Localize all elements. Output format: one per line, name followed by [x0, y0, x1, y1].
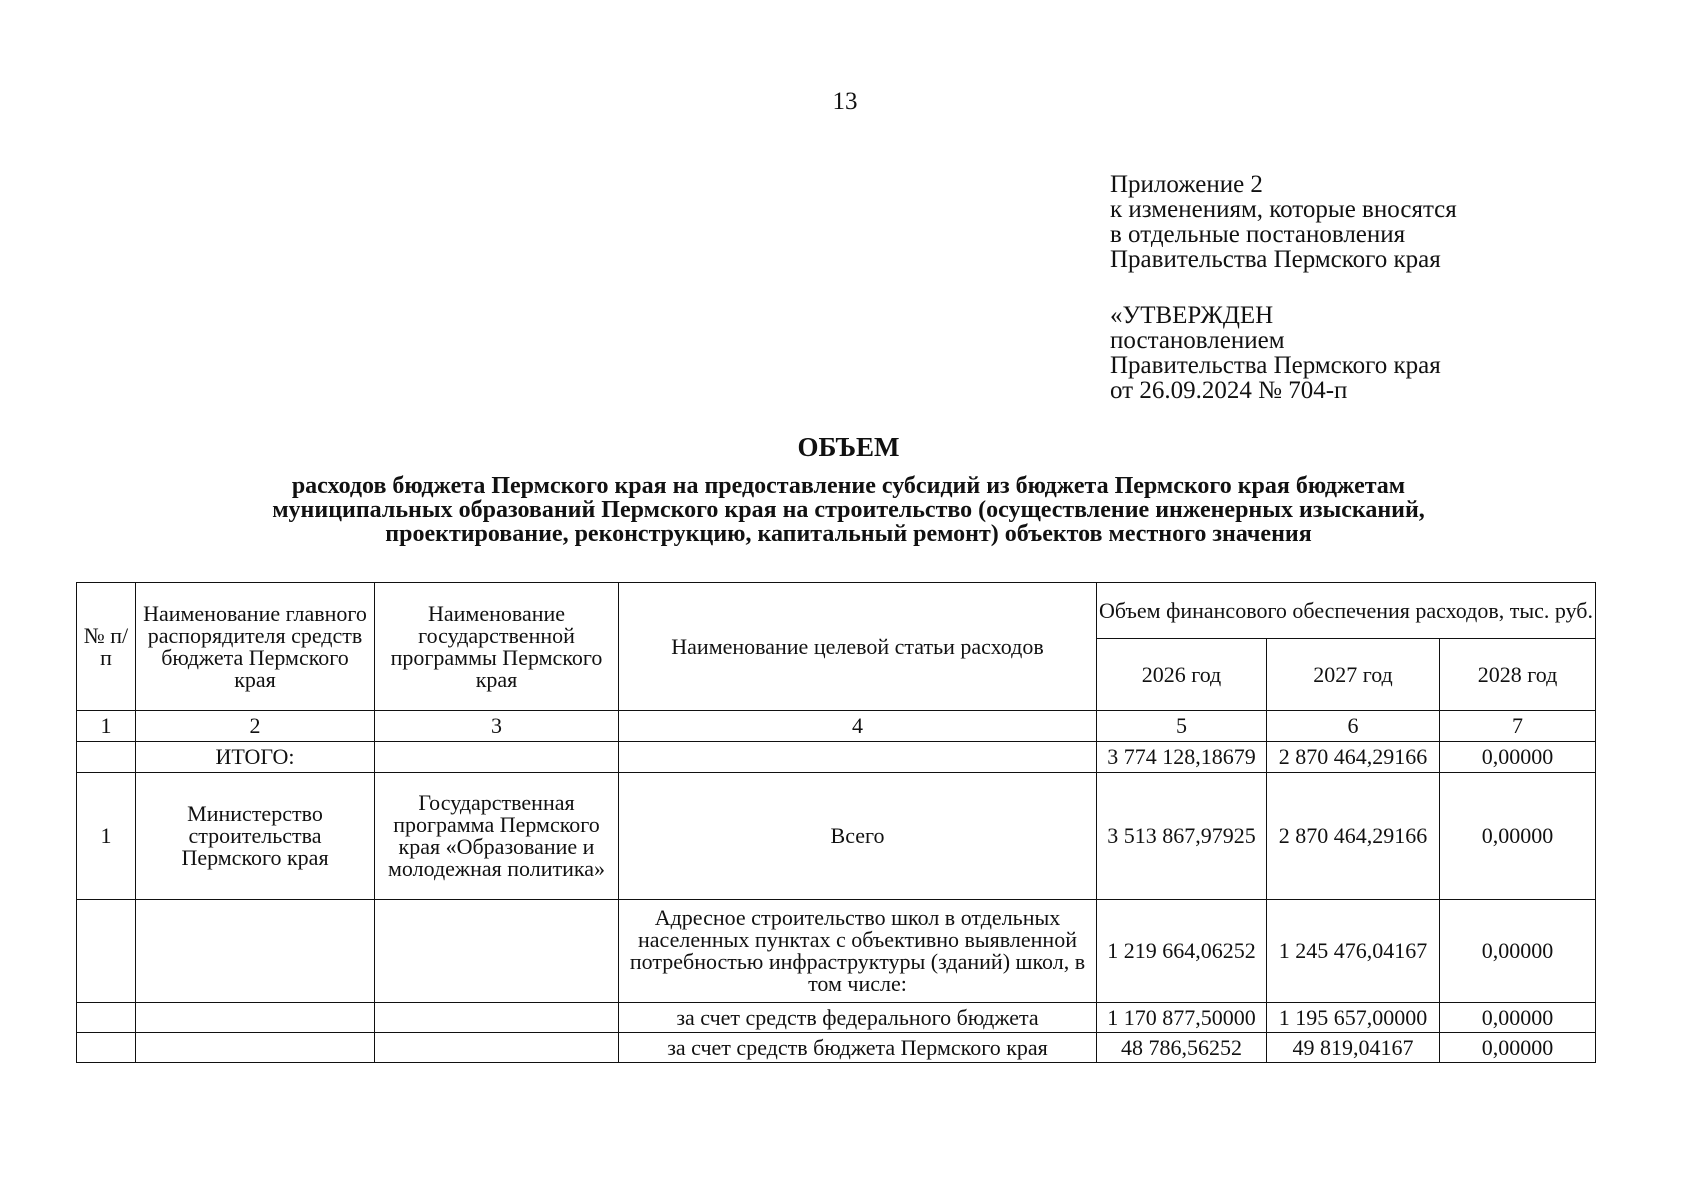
row-2026: 1 170 877,50000 [1097, 1003, 1267, 1033]
row-2028: 0,00000 [1440, 773, 1596, 900]
approval-line: «УТВЕРЖДЕН [1110, 302, 1274, 329]
row-program [375, 1003, 619, 1033]
row-target-item: за счет средств федерального бюджета [619, 1003, 1097, 1033]
subtitle-line: расходов бюджета Пермского края на предоставление субсидий из бюджета Пермского края бюджетам [291, 473, 1406, 499]
header-funding: Объем финансового обеспечения расходов, тыс. руб. [1097, 583, 1596, 639]
row-program: Государственная программа Пермского края «Образование и молодежная политика» [375, 773, 619, 900]
approval-line: Правительства Пермского края [1110, 352, 1441, 379]
approval-line: постановлением [1110, 327, 1285, 354]
row-2027: 1 195 657,00000 [1267, 1003, 1440, 1033]
total-row [77, 742, 1596, 773]
row-2028: 0,00000 [1440, 1003, 1596, 1033]
page-number: 13 [832, 88, 858, 115]
row-2028: 0,00000 [1440, 1033, 1596, 1063]
header-program: Наименование государственной программы Пермского края [375, 583, 619, 711]
row-program [375, 1033, 619, 1063]
subtitle-line: проектирование, реконструкцию, капитальный ремонт) объектов местного значения [385, 521, 1312, 547]
table-row [77, 900, 1596, 1003]
row-target-item: Адресное строительство школ в отдельных населенных пунктах с объективно выявленной потребностью инфраструктуры (зданий) школ, в том числе: [619, 900, 1097, 1003]
column-number: 2 [136, 711, 375, 742]
total-2026: 3 774 128,18679 [1097, 742, 1267, 773]
row-administrator [136, 900, 375, 1003]
row-2027: 49 819,04167 [1267, 1033, 1440, 1063]
header-year-2028: 2028 год [1440, 639, 1596, 711]
table-row [77, 1003, 1596, 1033]
total-label: ИТОГО: [136, 742, 375, 773]
row-2026: 1 219 664,06252 [1097, 900, 1267, 1003]
row-administrator [136, 1003, 375, 1033]
approval-line: от 26.09.2024 № 704-п [1110, 377, 1348, 404]
column-number: 5 [1097, 711, 1267, 742]
total-2027: 2 870 464,29166 [1267, 742, 1440, 773]
header-number: № п/п [77, 583, 136, 711]
header-target-item: Наименование целевой статьи расходов [619, 583, 1097, 711]
row-program [375, 900, 619, 1003]
document-subtitle [130, 474, 1567, 546]
row-number: 1 [77, 773, 136, 900]
column-number: 3 [375, 711, 619, 742]
row-target-item: за счет средств бюджета Пермского края [619, 1033, 1097, 1063]
annex-line: Приложение 2 [1110, 171, 1263, 198]
row-administrator: Министерство строительства Пермского края [136, 773, 375, 900]
column-number: 6 [1267, 711, 1440, 742]
total-empty-cell [619, 742, 1097, 773]
total-2028: 0,00000 [1440, 742, 1596, 773]
column-number: 4 [619, 711, 1097, 742]
table-row [77, 1033, 1596, 1063]
row-2027: 2 870 464,29166 [1267, 773, 1440, 900]
header-year-2027: 2027 год [1267, 639, 1440, 711]
approval-block [1110, 303, 1441, 403]
row-number [77, 1033, 136, 1063]
header-administrator: Наименование главного распорядителя средств бюджета Пермского края [136, 583, 375, 711]
table-row [77, 773, 1596, 900]
annex-line: Правительства Пермского края [1110, 246, 1441, 273]
annex-line: в отдельные постановления [1110, 221, 1406, 248]
row-number [77, 1003, 136, 1033]
header-year-2026: 2026 год [1097, 639, 1267, 711]
row-target-item: Всего [619, 773, 1097, 900]
budget-table [76, 582, 1596, 1063]
row-administrator [136, 1033, 375, 1063]
row-number [77, 900, 136, 1003]
column-number: 7 [1440, 711, 1596, 742]
annex-line: к изменениям, которые вносятся [1110, 196, 1457, 223]
subtitle-line: муниципальных образований Пермского края на строительство (осуществление инженерных изысканий, [272, 497, 1425, 523]
column-number: 1 [77, 711, 136, 742]
total-empty-cell [375, 742, 619, 773]
total-number-cell [77, 742, 136, 773]
document-title: ОБЪЕМ [797, 432, 900, 462]
annex-block [1110, 172, 1457, 272]
row-2026: 48 786,56252 [1097, 1033, 1267, 1063]
header-row [77, 583, 1596, 639]
row-2028: 0,00000 [1440, 900, 1596, 1003]
row-2026: 3 513 867,97925 [1097, 773, 1267, 900]
column-number-row [77, 711, 1596, 742]
row-2027: 1 245 476,04167 [1267, 900, 1440, 1003]
